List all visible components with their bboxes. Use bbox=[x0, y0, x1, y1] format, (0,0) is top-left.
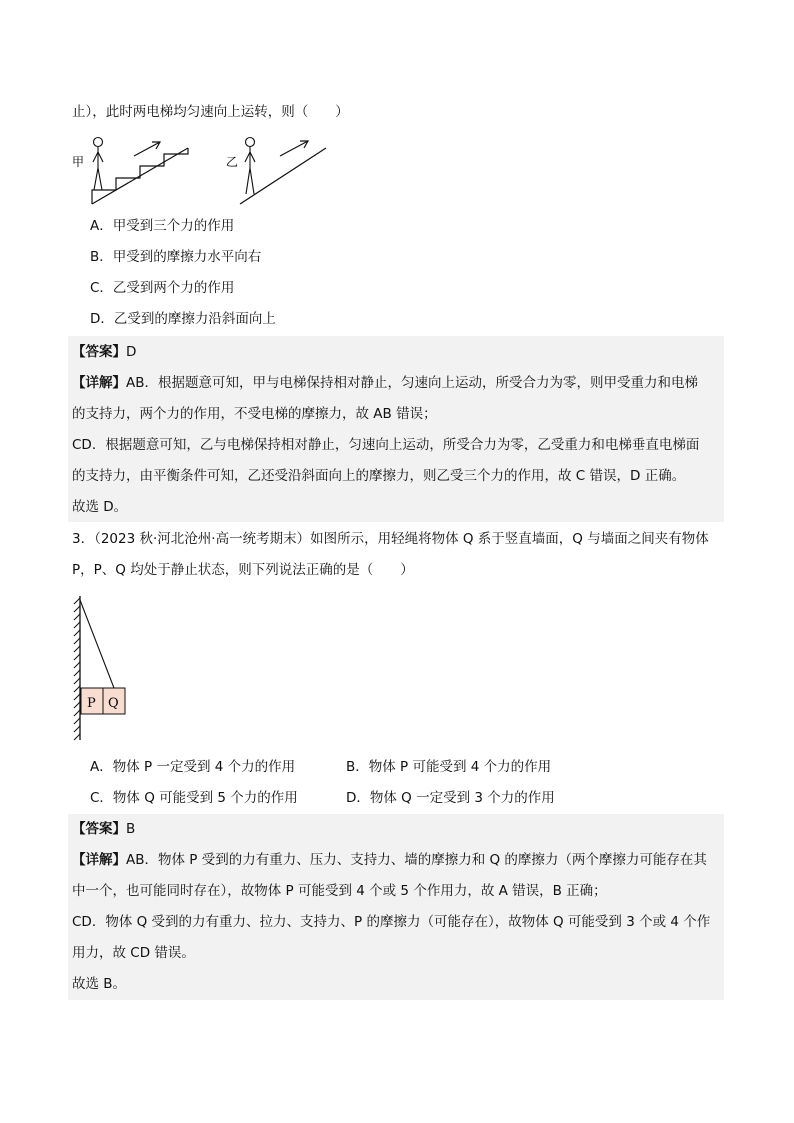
q3-detail-line-5: 故选 B。 bbox=[72, 976, 127, 992]
q2-answer-block bbox=[68, 336, 724, 522]
q3-option-a: A．物体 P 一定受到 4 个力的作用 bbox=[90, 759, 296, 775]
q3-option-b: B．物体 P 可能受到 4 个力的作用 bbox=[346, 759, 552, 775]
detail-text: AB．根据题意可知，甲与电梯保持相对静止，匀速向上运动，所受合力为零，则甲受重力和电梯 bbox=[126, 375, 698, 391]
q2-detail-line-5: 故选 D。 bbox=[72, 499, 128, 515]
person-jia bbox=[93, 138, 103, 191]
answer-label: 【答案】 bbox=[72, 344, 126, 360]
detail-text: AB．物体 P 受到的力有重力、压力、支持力、墙的摩擦力和 Q 的摩擦力（两个摩擦力可能存在其 bbox=[126, 852, 707, 868]
q3-option-c: C．物体 Q 可能受到 5 个力的作用 bbox=[90, 790, 298, 806]
motion-arrow-jia bbox=[134, 142, 160, 156]
detail-label: 【详解】 bbox=[72, 375, 126, 391]
q3-stem-line-2: P，P、Q 均处于静止状态，则下列说法正确的是（ ） bbox=[72, 562, 414, 578]
q2-detail-line-3: CD．根据题意可知，乙与电梯保持相对静止，匀速向上运动，所受合力为零，乙受重力和电梯垂直电梯面 bbox=[72, 437, 700, 453]
detail-label: 【详解】 bbox=[72, 852, 126, 868]
q2-stem-tail: 止），此时两电梯均匀速向上运转，则（ ） bbox=[72, 104, 349, 120]
answer-label: 【答案】 bbox=[72, 821, 126, 837]
block-q-label: Q bbox=[108, 696, 119, 711]
incline-escalator bbox=[240, 148, 326, 204]
q3-option-d: D．物体 Q 一定受到 3 个力的作用 bbox=[346, 790, 555, 806]
block-p-label: P bbox=[87, 696, 96, 711]
rope bbox=[80, 600, 114, 688]
escalator-figure bbox=[68, 130, 338, 210]
q2-option-a: A．甲受到三个力的作用 bbox=[90, 218, 235, 234]
q2-detail-line-4: 的支持力，由平衡条件可知，乙还受沿斜面向上的摩擦力，则乙受三个力的作用，故 C 错误，D 正确。 bbox=[72, 468, 686, 484]
q2-option-c: C．乙受到两个力的作用 bbox=[90, 280, 235, 296]
q3-detail-line-2: 中一个，也可能同时存在），故物体 P 可能受到 4 个或 5 个作用力，故 A 错误，B 正确； bbox=[72, 883, 607, 899]
q2-detail-line-2: 的支持力，两个力的作用，不受电梯的摩擦力，故 AB 错误； bbox=[72, 406, 437, 422]
q3-answer bbox=[72, 819, 135, 839]
q2-detail-line-1 bbox=[72, 373, 698, 393]
yi-label: 乙 bbox=[226, 155, 239, 169]
q3-stem-line-1: 3．（2023 秋·河北沧州·高一统考期末）如图所示，用轻绳将物体 Q 系于竖直墙面，Q 与墙面之间夹有物体 bbox=[72, 531, 709, 547]
person-yi bbox=[245, 138, 255, 195]
q3-detail-line-1 bbox=[72, 850, 707, 870]
motion-arrow-yi bbox=[280, 141, 308, 156]
q2-answer bbox=[72, 342, 136, 362]
jia-label: 甲 bbox=[72, 155, 85, 169]
q2-option-d: D．乙受到的摩擦力沿斜面向上 bbox=[90, 311, 276, 327]
wall-figure bbox=[68, 594, 138, 744]
q3-detail-line-4: 用力，故 CD 错误。 bbox=[72, 945, 195, 961]
q3-answer-block bbox=[68, 814, 724, 1000]
wall-hatching bbox=[74, 598, 80, 740]
q2-option-b: B．甲受到的摩擦力水平向右 bbox=[90, 249, 262, 265]
answer-value: D bbox=[126, 344, 137, 360]
answer-value: B bbox=[126, 821, 136, 837]
q3-detail-line-3: CD．物体 Q 受到的力有重力、拉力、支持力、P 的摩擦力（可能存在），故物体 Q 可能受到 3 个或 4 个作 bbox=[72, 914, 711, 930]
